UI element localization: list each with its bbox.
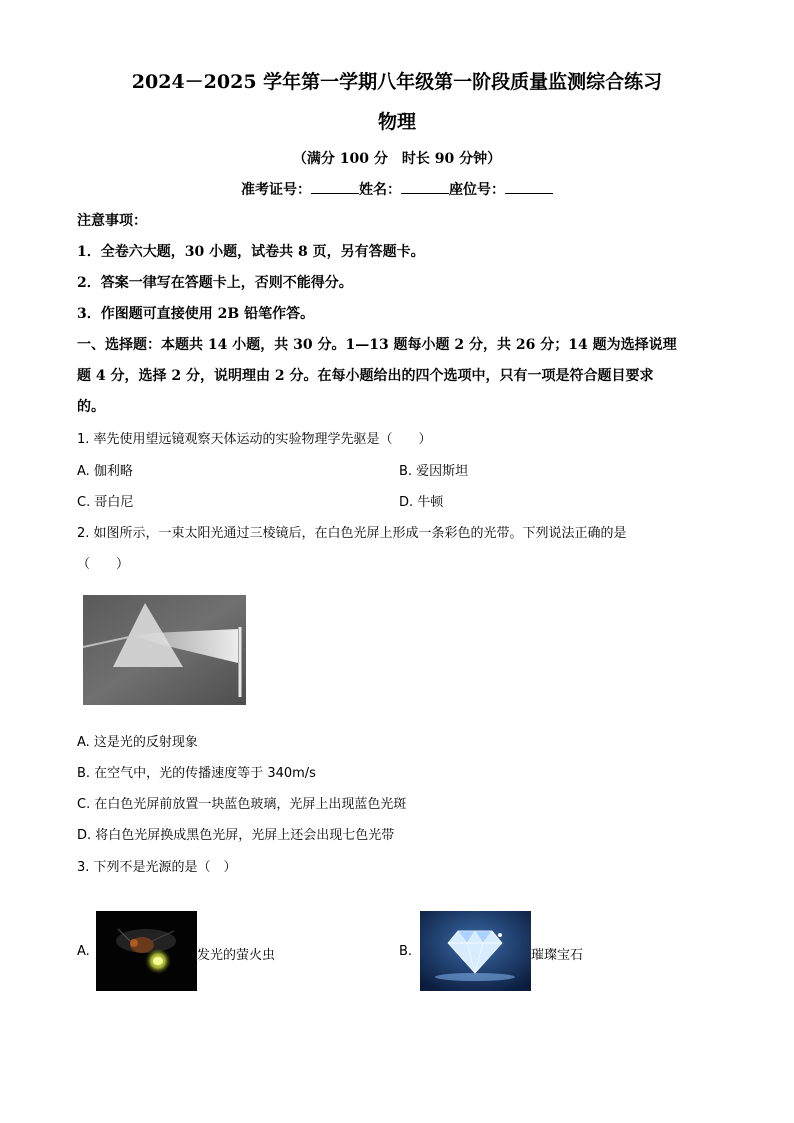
name-blank — [401, 181, 449, 194]
seat-label: 座位号： — [449, 182, 505, 198]
option-d: D. 牛顿 — [399, 495, 444, 510]
option-b: B. 在空气中，光的传播速度等于 340m/s — [77, 766, 316, 781]
id-label: 准考证号： — [241, 182, 311, 198]
question-stem: 2. 如图所示，一束太阳光通过三棱镜后，在白色光屏上形成一条彩色的光带。下列说法正确的是 — [77, 526, 627, 541]
section-instructions: 题 4 分，选择 2 分，说明理由 2 分。在每小题给出的四个选项中，只有一项是符合题目要求 — [77, 368, 654, 384]
notice-item: 3．作图题可直接使用 2B 铅笔作答。 — [77, 306, 315, 322]
exam-title: 2024－2025 学年第一学期八年级第一阶段质量监测综合练习 — [131, 71, 663, 93]
option-a: A. 这是光的反射现象 — [77, 735, 198, 750]
question-stem: 1. 率先使用望远镜观察天体运动的实验物理学先驱是（ ） — [77, 432, 432, 447]
option-a: A. 伽利略 — [77, 464, 133, 479]
option-d: D. 将白色光屏换成黑色光屏，光屏上还会出现七色光带 — [77, 828, 395, 843]
prism-dispersion-image — [83, 595, 246, 705]
notice-item: 1．全卷六大题，30 小题，试卷共 8 页，另有答题卡。 — [77, 244, 425, 260]
section-instructions: 一、选择题：本题共 14 小题，共 30 分。1—13 题每小题 2 分，共 26 分；14 题为选择说理 — [77, 337, 677, 353]
option-a-letter: A. — [77, 944, 90, 959]
notice-item: 2．答案一律写在答题卡上，否则不能得分。 — [77, 275, 353, 291]
question-stem: 3. 下列不是光源的是（ ） — [77, 860, 237, 875]
option-c: C. 在白色光屏前放置一块蓝色玻璃，光屏上出现蓝色光斑 — [77, 797, 407, 812]
gemstone-image — [420, 911, 531, 991]
id-blank — [311, 181, 359, 194]
name-label: 姓名： — [359, 182, 401, 198]
option-a-text: 发光的萤火虫 — [197, 948, 276, 963]
option-b-text: 璀璨宝石 — [531, 948, 584, 963]
seat-blank — [505, 181, 553, 194]
section-instructions: 的。 — [77, 399, 105, 415]
option-b-letter: B. — [399, 944, 413, 959]
option-b: B. 爱因斯坦 — [399, 464, 469, 479]
option-c: C. 哥白尼 — [77, 495, 134, 510]
exam-info: （满分 100 分 时长 90 分钟） — [292, 151, 502, 167]
subject-title: 物理 — [377, 111, 416, 133]
answer-paren: （ ） — [77, 557, 130, 572]
notice-heading: 注意事项： — [77, 213, 147, 229]
candidate-info-line — [0, 179, 794, 199]
firefly-image — [96, 911, 197, 991]
